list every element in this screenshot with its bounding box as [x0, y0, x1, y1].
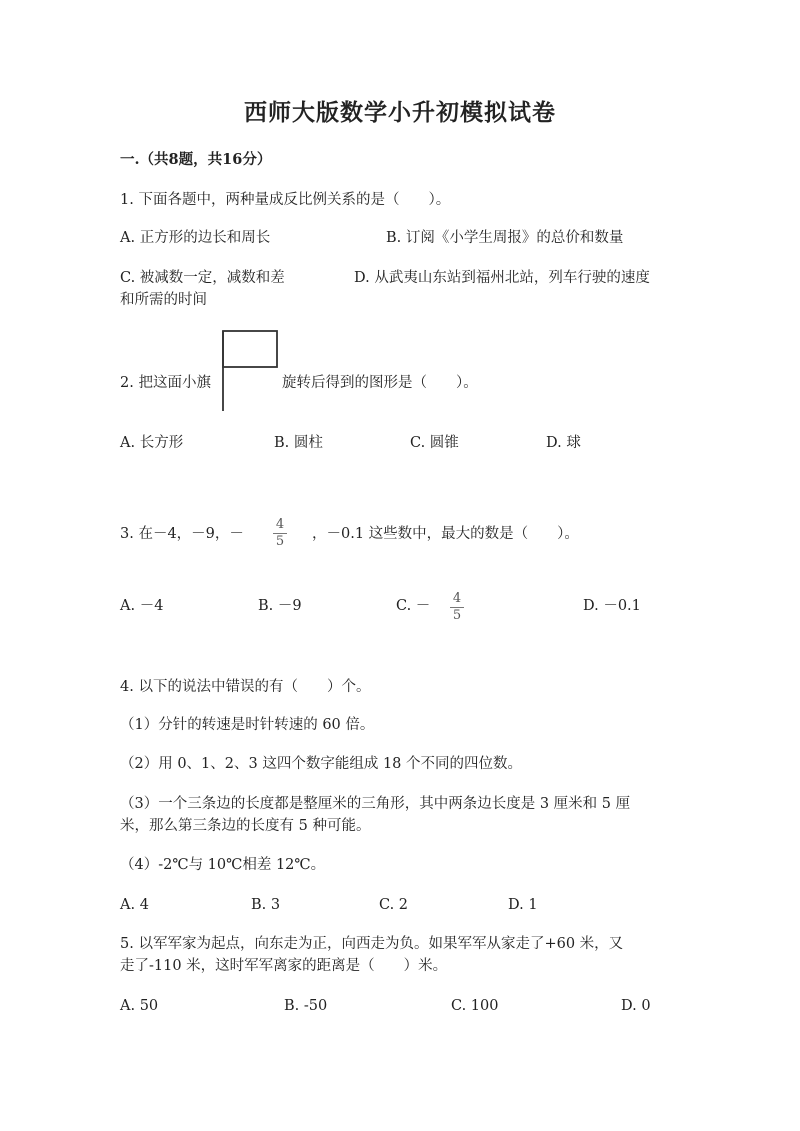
q5-option-d[interactable]: D. 0	[621, 998, 651, 1014]
q4-statement-4: （4）-2℃与 10℃相差 12℃。	[120, 857, 326, 873]
q2-option-b[interactable]: B. 圆柱	[274, 435, 323, 451]
q1-stem: 1. 下面各题中，两种量成反比例关系的是（ ）。	[120, 192, 451, 208]
q1-option-a[interactable]: A. 正方形的边长和周长	[120, 230, 271, 246]
q3-option-c-fraction	[450, 592, 464, 623]
q4-statement-2: （2）用 0、1、2、3 这四个数字能组成 18 个不同的四位数。	[120, 756, 523, 772]
q5-option-b[interactable]: B. -50	[284, 998, 328, 1014]
q4-statement-3-continued: 米，那么第三条边的长度有 5 种可能。	[120, 818, 371, 834]
q3-stem-after: ，－0.1 这些数中，最大的数是（ ）。	[312, 526, 579, 542]
q1-option-c[interactable]: C. 被减数一定，减数和差	[120, 270, 285, 286]
q1-option-d[interactable]: D. 从武夷山东站到福州北站，列车行驶的速度	[354, 270, 650, 286]
q3-fraction-numerator: 4	[273, 518, 287, 534]
q5-stem-continued: 走了-110 米，这时军军离家的距离是（ ）米。	[120, 958, 448, 974]
q4-option-b[interactable]: B. 3	[251, 897, 281, 913]
q4-statement-1: （1）分针的转速是时针转速的 60 倍。	[120, 717, 375, 733]
q4-option-c[interactable]: C. 2	[379, 897, 409, 913]
q4-option-d[interactable]: D. 1	[508, 897, 538, 913]
q3-stem-before: 3. 在－4，－9，－	[120, 526, 244, 542]
q4-option-a[interactable]: A. 4	[120, 897, 149, 913]
q3-fraction-denominator: 5	[275, 534, 285, 549]
q4-statement-3: （3）一个三条边的长度都是整厘米的三角形，其中两条边长度是 3 厘米和 5 厘	[120, 796, 631, 812]
q2-option-a[interactable]: A. 长方形	[120, 435, 184, 451]
page-title: 西师大版数学小升初模拟试卷	[244, 99, 556, 126]
q3-option-c-denominator: 5	[452, 608, 462, 623]
q3-option-d[interactable]: D. －0.1	[583, 598, 641, 614]
q2-option-d[interactable]: D. 球	[546, 435, 581, 451]
q4-stem: 4. 以下的说法中错误的有（ ）个。	[120, 679, 371, 695]
q1-option-b[interactable]: B. 订阅《小学生周报》的总价和数量	[386, 230, 624, 246]
flag-icon	[218, 328, 282, 414]
q5-stem: 5. 以军军家为起点，向东走为正，向西走为负。如果军军从家走了+60 米，又	[120, 936, 624, 952]
section-heading: 一.（共8题，共16分）	[120, 151, 272, 168]
q3-option-b[interactable]: B. －9	[258, 598, 302, 614]
q2-stem-after: 旋转后得到的图形是（ ）。	[282, 375, 478, 391]
q3-option-c[interactable]: C. －	[396, 598, 431, 614]
q2-option-c[interactable]: C. 圆锥	[410, 435, 459, 451]
q5-option-a[interactable]: A. 50	[120, 998, 159, 1014]
q5-option-c[interactable]: C. 100	[451, 998, 499, 1014]
q3-fraction	[273, 518, 287, 549]
q3-option-a[interactable]: A. －4	[120, 598, 164, 614]
q1-option-d-continued: 和所需的时间	[120, 292, 207, 308]
q2-stem-before: 2. 把这面小旗	[120, 375, 211, 391]
q3-option-c-numerator: 4	[450, 592, 464, 608]
